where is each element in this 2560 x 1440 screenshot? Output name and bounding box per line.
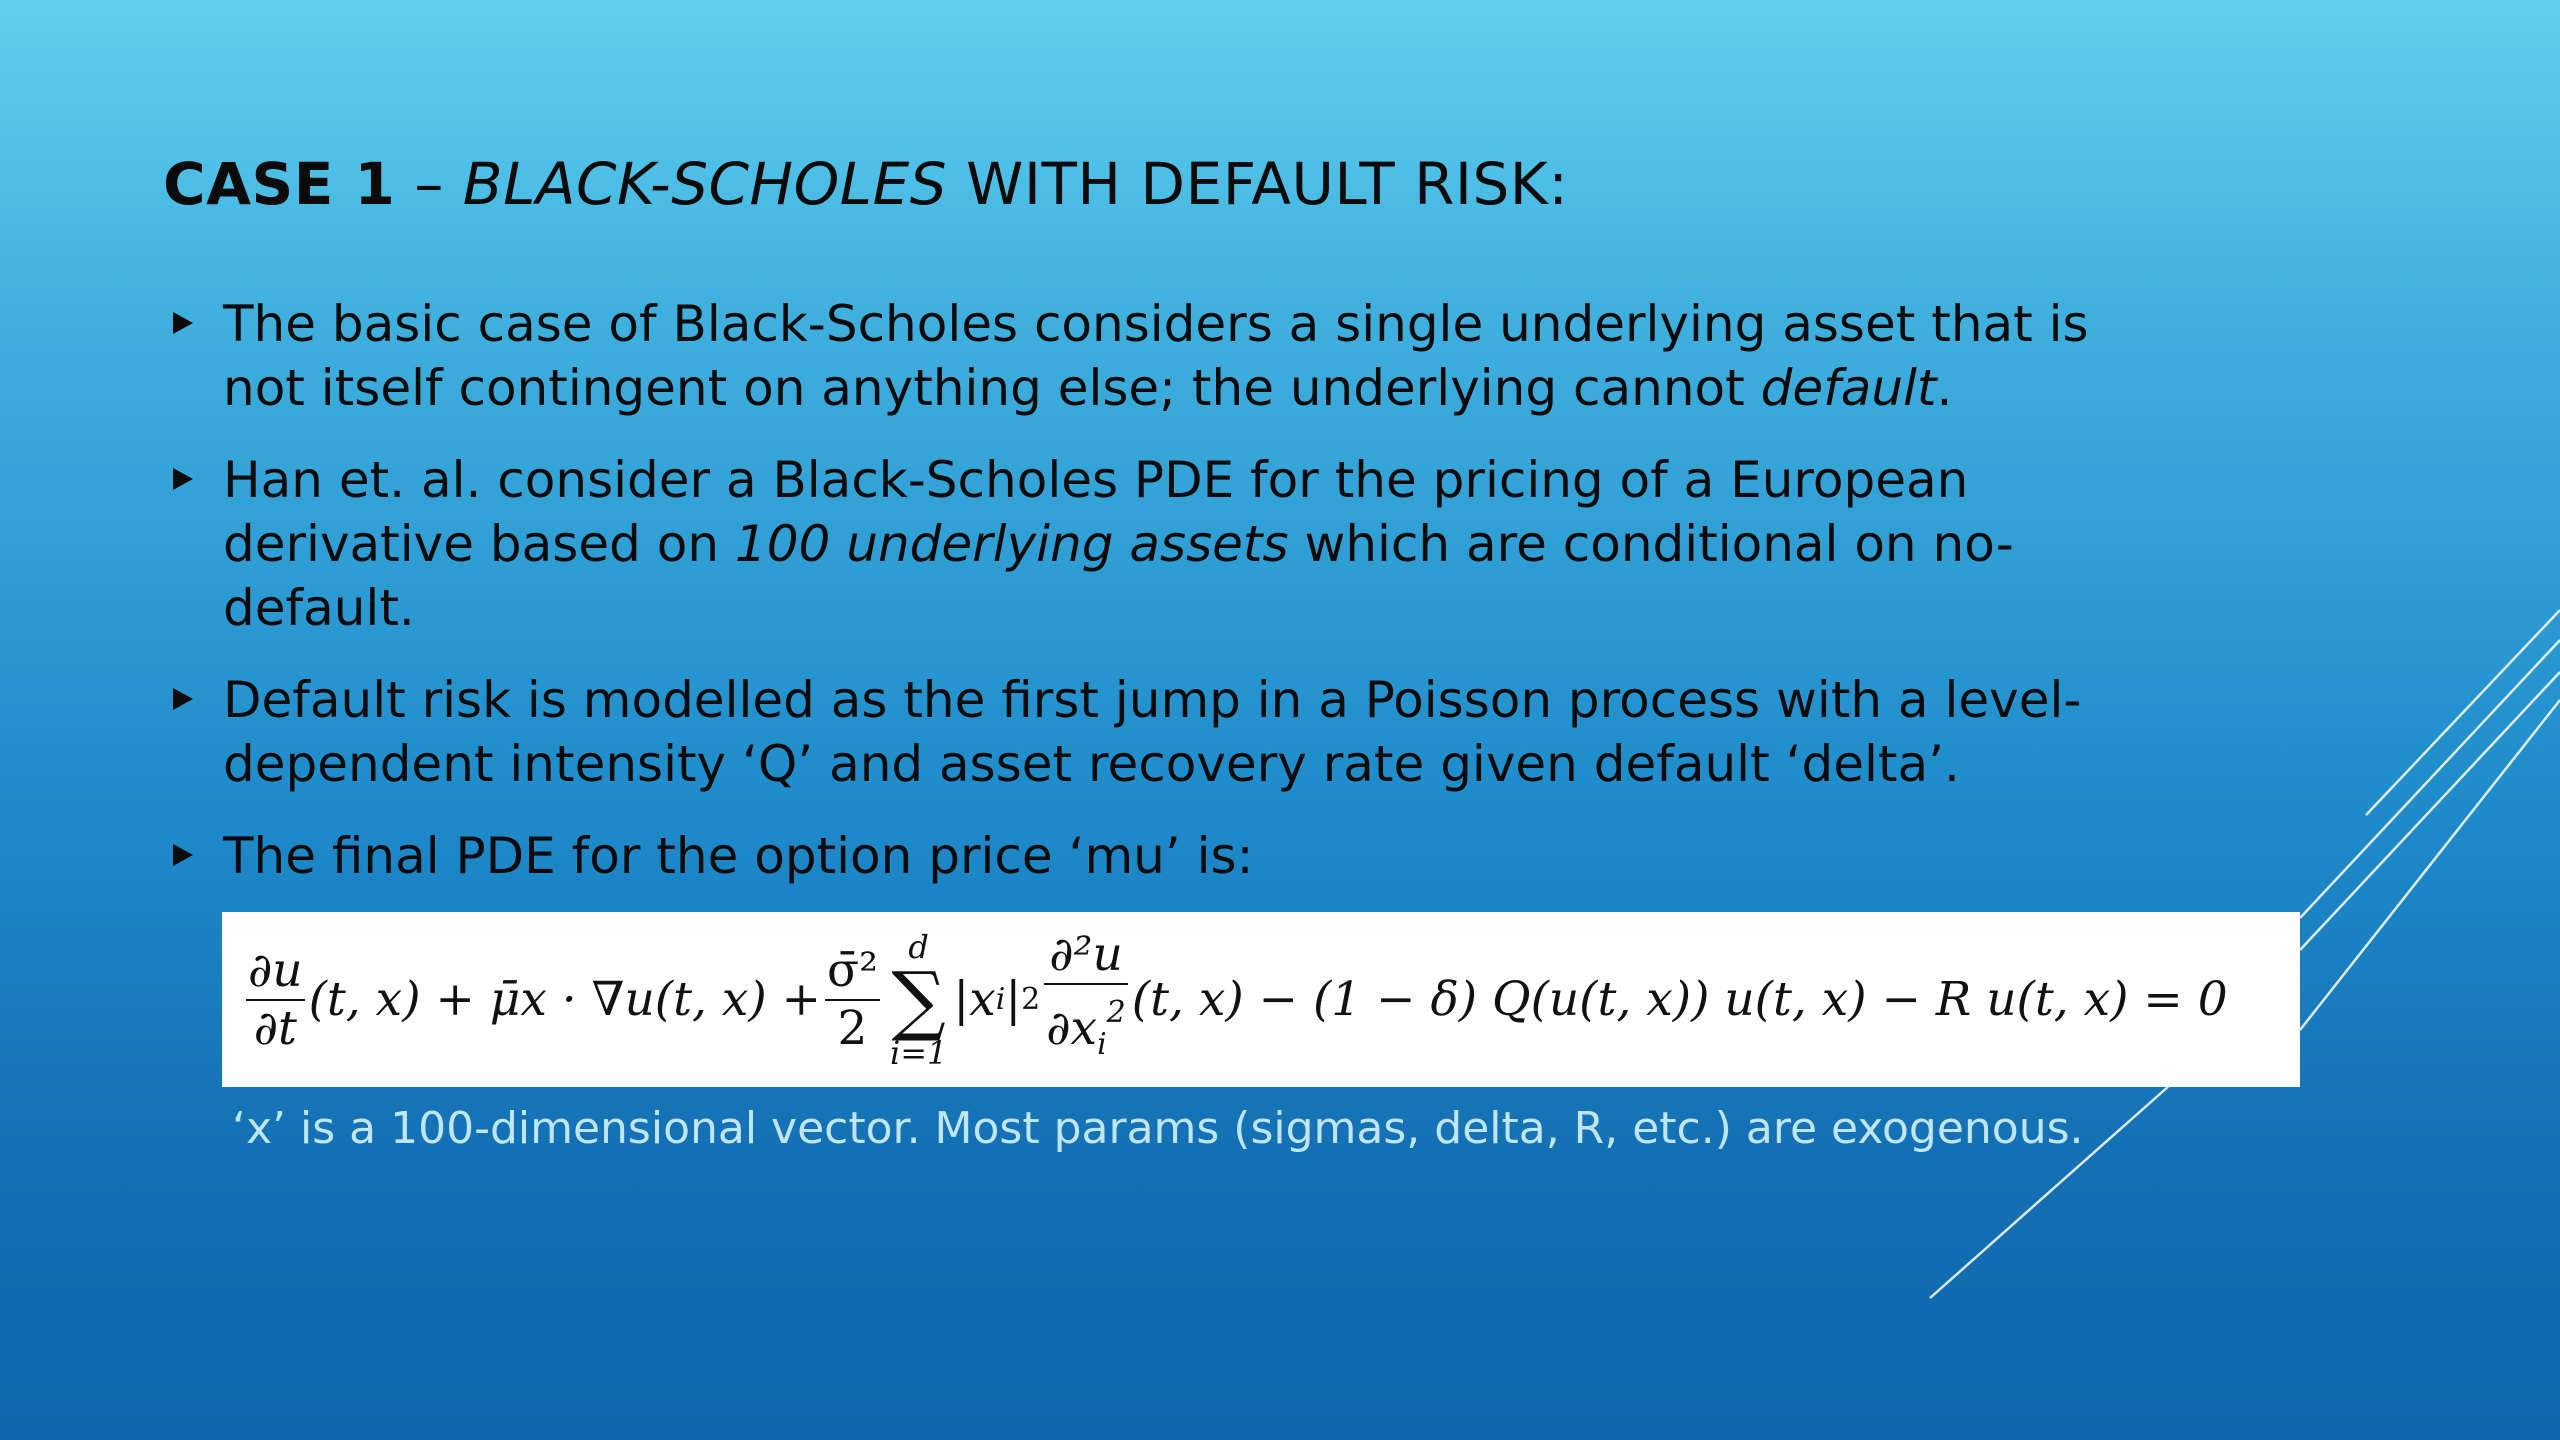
bullet-item (163, 448, 2163, 640)
bullet-item (163, 668, 2163, 796)
fraction-numerator: ∂u (248, 942, 303, 998)
bullet-item (163, 824, 2163, 888)
fraction-du-dt (246, 943, 305, 1057)
formula-norm-subscript: i (995, 982, 1006, 1017)
bullet-text-end: . (1936, 359, 1953, 417)
summation (889, 927, 948, 1072)
formula-norm-superscript: 2 (1021, 982, 1041, 1017)
pde-formula (242, 912, 2228, 1087)
formula-norm: |x (953, 972, 996, 1027)
title-rest: WITH DEFAULT RISK: (947, 150, 1569, 218)
bullet-text-italic: 100 underlying assets (734, 515, 1289, 573)
formula-box (222, 912, 2300, 1087)
sum-upper-limit: d (908, 927, 929, 966)
bullet-arrow-icon (173, 468, 193, 490)
bullet-text: The basic case of Black-Scholes considers a single underlying asset that is not itself contingent on anything else; the underlying cannot (223, 295, 2089, 417)
bullet-text-italic: default (1760, 359, 1937, 417)
formula-norm-end: | (1005, 972, 1022, 1027)
fraction-denominator-superscript: 2 (1106, 994, 1126, 1030)
bullet-arrow-icon (173, 844, 193, 866)
fraction-numerator: ∂²u (1049, 926, 1123, 982)
sum-lower-limit: i=1 (889, 1033, 948, 1072)
bullet-item (163, 292, 2163, 420)
fraction-denominator: 2 (837, 1000, 868, 1056)
bullet-text: The final PDE for the option price ‘mu’ is: (223, 827, 1254, 885)
title-model: BLACK-SCHOLES (462, 150, 948, 218)
fraction-d2u-dx2 (1044, 927, 1128, 1073)
formula-part-1: (t, x) + μ̄x · ∇u(t, x) + (308, 972, 822, 1027)
fraction-denominator: ∂t (253, 1000, 297, 1056)
formula-part-3: (t, x) − (1 − δ) Q(u(t, x)) u(t, x) − R u(t, x) = 0 (1131, 972, 2228, 1027)
bullet-arrow-icon (173, 688, 193, 710)
fraction-sigma-over-2 (825, 943, 880, 1057)
sum-symbol: ∑ (891, 954, 946, 1044)
title-dash: – (395, 150, 463, 218)
slide-title (163, 150, 1568, 218)
fraction-denominator-subscript: i (1097, 1026, 1107, 1062)
bullet-text: Default risk is modelled as the first jump in a Poisson process with a level-dependent intensity ‘Q’ and asset recovery rate given default ‘delta’. (223, 671, 2082, 793)
fraction-denominator-base: ∂x (1046, 1000, 1098, 1056)
title-case-label: CASE 1 (163, 150, 396, 218)
fraction-numerator: σ̄² (827, 942, 878, 998)
footnote: ‘x’ is a 100-dimensional vector. Most params (sigmas, delta, R, etc.) are exogenous. (232, 1103, 2084, 1154)
bullet-text: Han et. al. consider a Black-Scholes PDE for the pricing of a European derivative based on (223, 451, 1969, 573)
fraction-denominator (1044, 985, 1128, 1073)
bullet-list (163, 292, 2163, 916)
bullet-arrow-icon (173, 312, 193, 334)
bullet-text-end: which are conditional on no-default. (223, 515, 2014, 637)
